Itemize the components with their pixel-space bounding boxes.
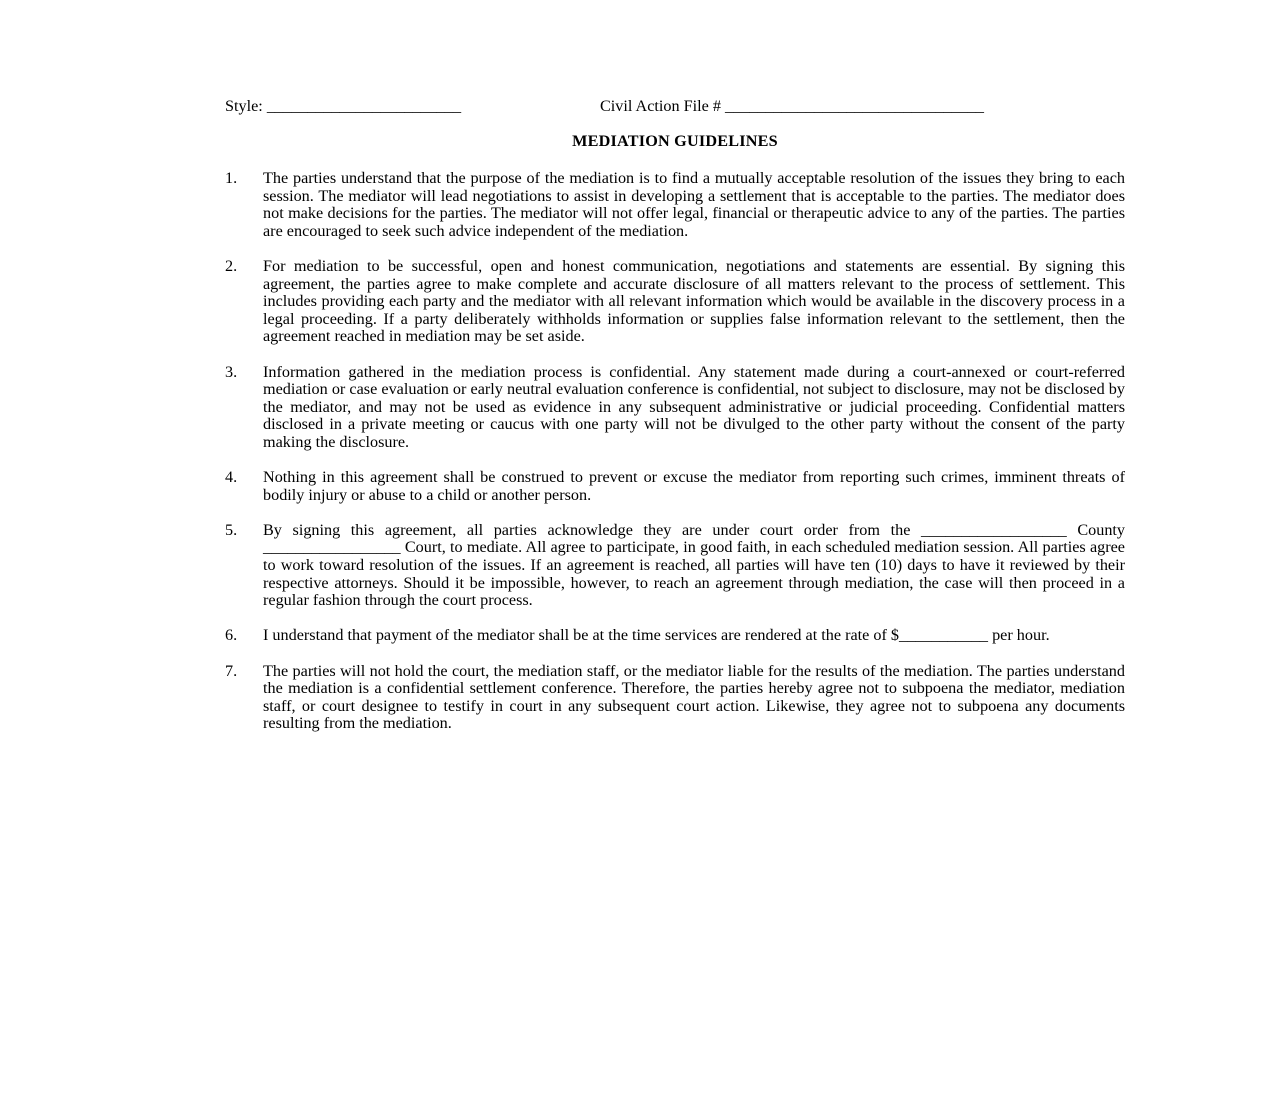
- guideline-item-5: [225, 522, 1125, 610]
- item-text: Nothing in this agreement shall be construed to prevent or excuse the mediator from reporting such crimes, imminent threats of bodily injury or abuse to a child or another person.: [263, 468, 1125, 504]
- guideline-item-4: [225, 469, 1125, 504]
- item-number: 5.: [225, 520, 238, 539]
- item-number: 7.: [225, 661, 238, 680]
- item-text: I understand that payment of the mediator shall be at the time services are rendered at the rate of $___________ per hour.: [263, 626, 1050, 645]
- civil-action-file-field: Civil Action File # ________________________________: [600, 97, 985, 115]
- item-number: 3.: [225, 362, 238, 381]
- item-text: The parties will not hold the court, the mediation staff, or the mediator liable for the results of the mediation. The parties understand the mediation is a confidential settlement conference. Therefore, the parties hereby agree not to subpoena the mediator, mediation staff, or court designee to testify in court in any subsequent court action. Likewise, they agree not to subpoena any documents resulting from the mediation.: [263, 661, 1125, 733]
- guidelines-list: [225, 170, 1125, 751]
- item-number: 6.: [225, 626, 238, 645]
- item-text: For mediation to be successful, open and honest communication, negotiations and statements are essential. By signing this agreement, the parties agree to make complete and accurate disclosure of all matters relevant to the process of settlement. This includes providing each party and the mediator with all relevant information which would be available in the discovery process in a legal proceeding. If a party deliberately withholds information or supplies false information relevant to the settlement, then the agreement reached in mediation may be set aside.: [263, 256, 1125, 346]
- header-row: [225, 98, 1125, 118]
- guideline-item-2: [225, 258, 1125, 346]
- item-number: 4.: [225, 468, 238, 487]
- item-number: 2.: [225, 256, 238, 275]
- item-number: 1.: [225, 169, 238, 187]
- style-field: Style: ________________________: [225, 97, 462, 115]
- document-title: MEDIATION GUIDELINES: [572, 132, 778, 150]
- guideline-item-1: [225, 170, 1125, 240]
- item-text: The parties understand that the purpose of the mediation is to find a mutually acceptable resolution of the issues they bring to each session. The mediator will lead negotiations to assist in developing a settlement that is acceptable to the parties. The mediator does not make decisions for the parties. The mediator will not offer legal, financial or therapeutic advice to any of the parties. The parties are encouraged to seek such advice independent of the mediation.: [263, 169, 1125, 240]
- guideline-item-6: [225, 627, 1125, 645]
- item-text: Information gathered in the mediation process is confidential. Any statement made during a court-annexed or court-referred mediation or case evaluation or early neutral evaluation conference is confidential, not subject to disclosure, may not be disclosed by the mediator, and may not be used as evidence in any subsequent administrative or judicial proceeding. Confidential matters disclosed in a private meeting or caucus with one party will not be divulged to the other party without the consent of the party making the disclosure.: [263, 362, 1125, 451]
- guideline-item-3: [225, 364, 1125, 452]
- guideline-item-7: [225, 663, 1125, 733]
- item-text: By signing this agreement, all parties acknowledge they are under court order from the __________________ County _________________ Court, to mediate. All agree to participate, in good faith, in each scheduled mediation session. All parties agree to work toward resolution of the issues. If an agreement is reached, all parties will have ten (10) days to have it reviewed by their respective attorneys. Should it be impossible, however, to reach an agreement through mediation, the case will then proceed in a regular fashion through the court process.: [263, 520, 1125, 610]
